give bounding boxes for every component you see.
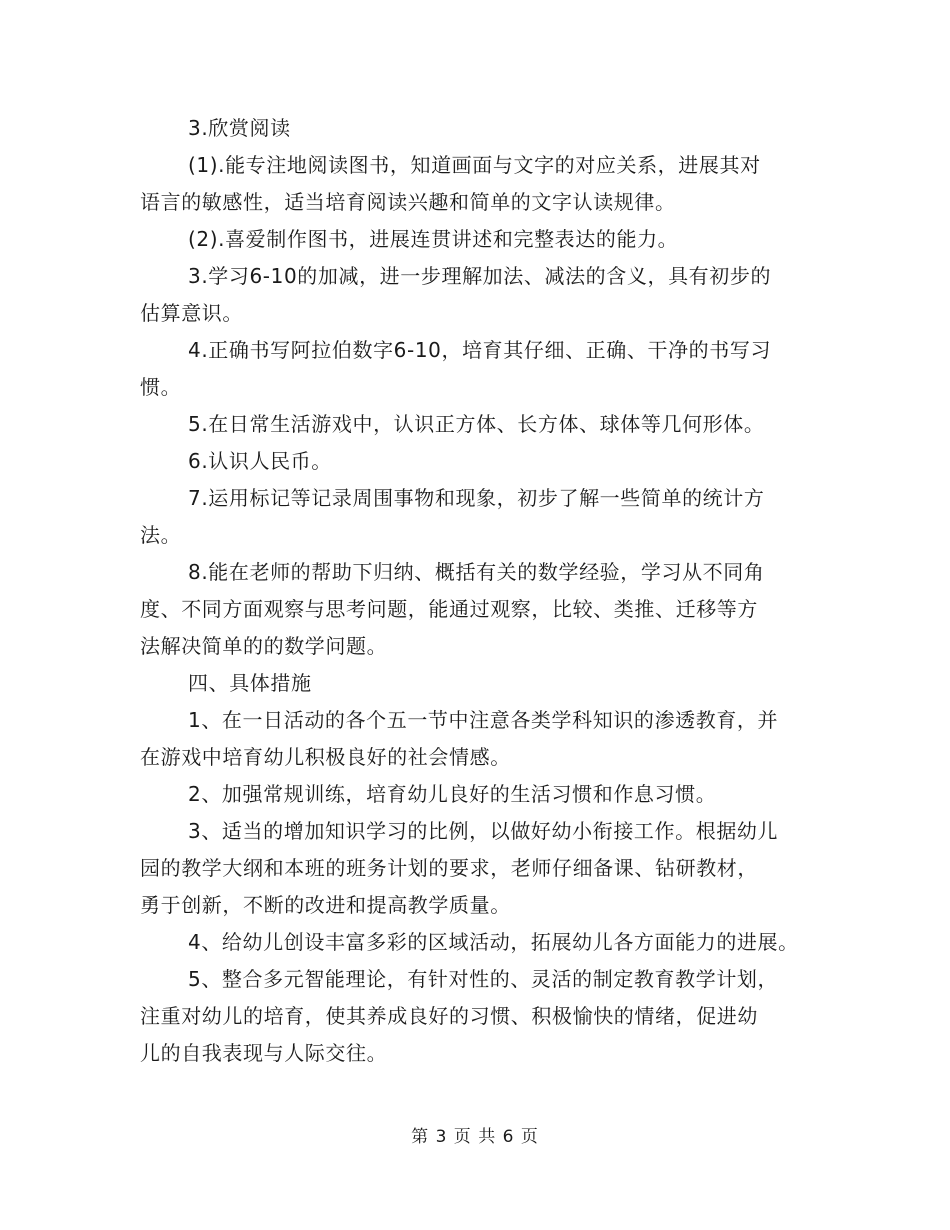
paragraph-line: 4.正确书写阿拉伯数字6-10，培育其仔细、正确、干净的书写习 [188,338,772,362]
paragraph-line: 园的教学大纲和本班的班务计划的要求，老师仔细备课、钻研教材， [140,856,758,880]
paragraph-line: 法解决简单的的数学问题。 [140,634,388,658]
paragraph-line: 5.在日常生活游戏中，认识正方体、长方体、球体等几何形体。 [188,412,765,436]
paragraph-line: 6.认识人民币。 [188,449,332,473]
section-heading-measures: 四、具体措施 [188,671,312,695]
paragraph-line: 5、整合多元智能理论，有针对性的、灵活的制定教育教学计划， [188,967,779,991]
paragraph-line: 3、适当的增加知识学习的比例，以做好幼小衔接工作。根据幼儿 [188,819,779,843]
paragraph-line: 2、加强常规训练，培育幼儿良好的生活习惯和作息习惯。 [188,782,717,806]
paragraph-line: 法。 [140,523,182,547]
paragraph-line: (1).能专注地阅读图书，知道画面与文字的对应关系，进展其对 [188,153,761,177]
paragraph-line: (2).喜爱制作图书，进展连贯讲述和完整表达的能力。 [188,227,679,251]
paragraph-line: 1、在一日活动的各个五一节中注意各类学科知识的渗透教育，并 [188,708,779,732]
paragraph-line: 惯。 [140,375,182,399]
paragraph-line: 4、给幼儿创设丰富多彩的区域活动，拓展幼儿各方面能力的进展。 [188,930,799,954]
paragraph-line: 语言的敏感性，适当培育阅读兴趣和简单的文字认读规律。 [140,190,676,214]
paragraph-line: 8.能在老师的帮助下归纳、概括有关的数学经验，学习从不同角 [188,560,765,584]
paragraph-line: 3.学习6-10的加减，进一步理解加法、减法的含义，具有初步的 [188,264,772,288]
paragraph-line: 在游戏中培育幼儿积极良好的社会情感。 [140,745,511,769]
paragraph-line: 估算意识。 [140,301,243,325]
heading-appreciation-reading: 3.欣赏阅读 [188,116,291,140]
paragraph-line: 儿的自我表现与人际交往。 [140,1041,388,1065]
paragraph-line: 7.运用标记等记录周围事物和现象，初步了解一些简单的统计方 [188,486,765,510]
paragraph-line: 勇于创新，不断的改进和提高教学质量。 [140,893,511,917]
page-number-footer: 第 3 页 共 6 页 [411,1127,539,1147]
paragraph-line: 注重对幼儿的培育，使其养成良好的习惯、积极愉快的情绪，促进幼 [140,1004,758,1028]
paragraph-line: 度、不同方面观察与思考问题，能通过观察，比较、类推、迁移等方 [140,597,758,621]
